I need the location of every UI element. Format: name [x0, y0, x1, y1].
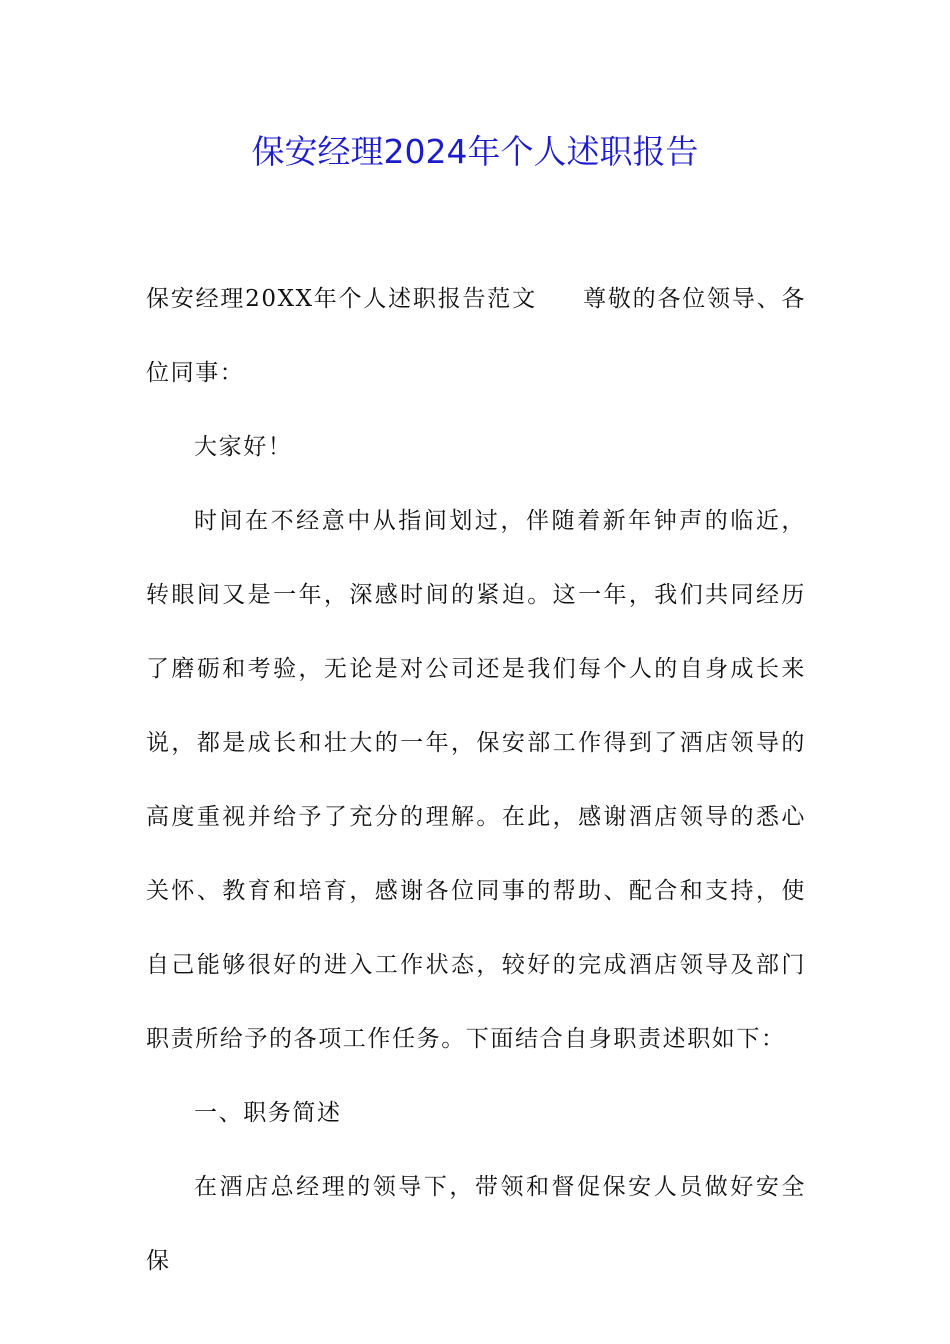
salutation: 尊敬的各位领导、各位同事： [146, 286, 807, 386]
intro-heading: 保安经理20XX年个人述职报告范文 [146, 286, 537, 312]
intro-paragraph [146, 262, 806, 410]
document-title: 保安经理2024年个人述职报告 [251, 132, 699, 171]
greeting: 大家好！ [194, 434, 293, 460]
section-1-heading: 一、职务简述 [194, 1100, 342, 1126]
paragraph-1: 时间在不经意中从指间划过，伴随着新年钟声的临近，转眼间又是一年，深感时间的紧迫。这一年，我们共同经历了磨砺和考验，无论是对公司还是我们每个人的自身成长来说，都是成长和壮大的一年，保安部工作得到了酒店领导的高度重视并给予了充分的理解。在此，感谢酒店领导的悉心关怀、教育和培育，感谢各位同事的帮助、配合和支持，使自己能够很好的进入工作状态，较好的完成酒店领导及部门职责所给予的各项工作任务。下面结合自身职责述职如下： [146, 508, 806, 1052]
paragraph-2: 在酒店总经理的领导下，带领和督促保安人员做好安全保 [146, 1174, 806, 1274]
document-body [146, 262, 806, 1298]
